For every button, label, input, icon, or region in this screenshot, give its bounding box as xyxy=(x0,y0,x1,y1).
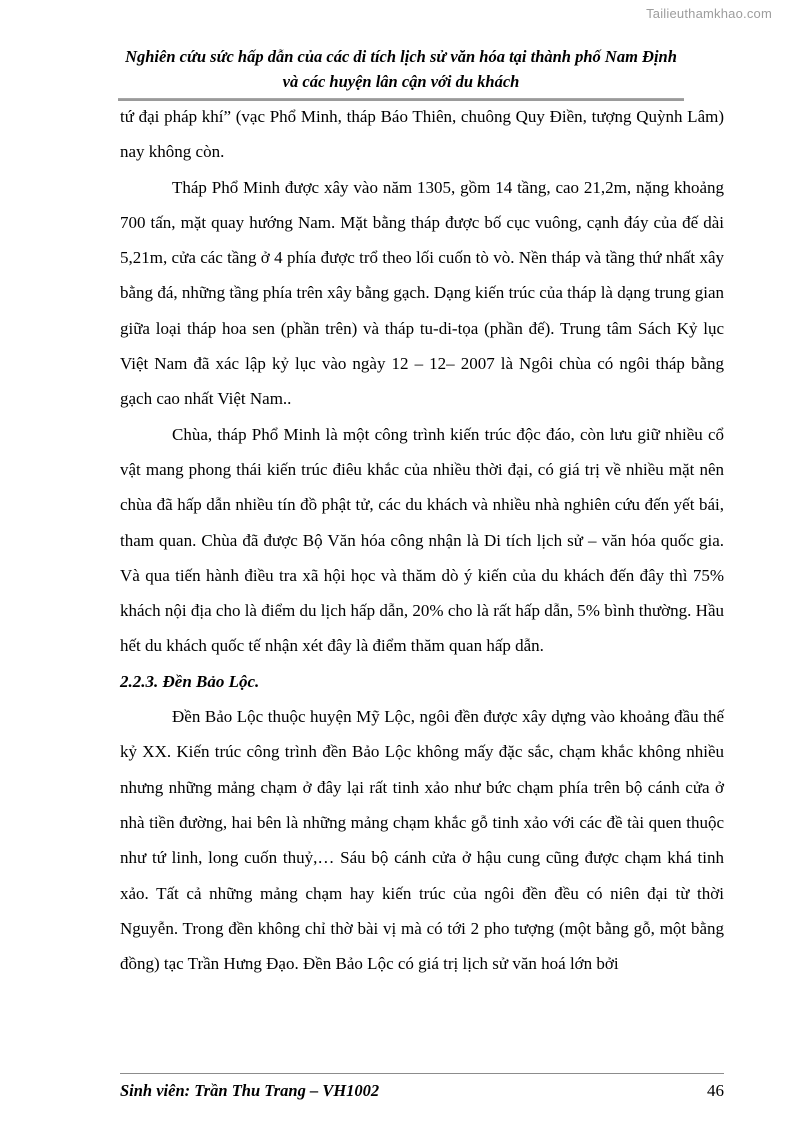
paragraph: Chùa, tháp Phổ Minh là một công trình kiến trúc độc đáo, còn lưu giữ nhiều cổ vật mang phong thái kiến trúc điêu khắc của nhiều thời đại, có giá trị về nhiều mặt nên chùa đã hấp dẫn nhiều tín đồ phật tử, các du khách và nhiều nhà nghiên cứu đến yết bái, tham quan. Chùa đã được Bộ Văn hóa công nhận là Di tích lịch sử – văn hóa quốc gia. Và qua tiến hành điều tra xã hội học và thăm dò ý kiến của du khách đến đây thì 75% khách nội địa cho là điểm du lịch hấp dẫn, 20% cho là rất hấp dẫn, 5% bình thường. Hầu hết du khách quốc tế nhận xét đây là điểm thăm quan hấp dẫn. xyxy=(120,424,724,656)
page-header xyxy=(118,44,684,101)
document-body xyxy=(120,99,724,981)
footer-author: Sinh viên: Trần Thu Trang – VH1002 xyxy=(120,1081,380,1100)
paragraph: tứ đại pháp khí” (vạc Phổ Minh, tháp Báo Thiên, chuông Quy Điền, tượng Quỳnh Lâm) nay không còn. xyxy=(120,107,724,162)
section-heading: 2.2.3. Đền Bảo Lộc. xyxy=(120,671,260,691)
paragraph: Đền Bảo Lộc thuộc huyện Mỹ Lộc, ngôi đền được xây dựng vào khoảng đầu thế kỷ XX. Kiến trúc công trình đền Bảo Lộc không mấy đặc sắc, chạm khắc không nhiều nhưng những mảng chạm ở đây lại rất tinh xảo như bức chạm phía trên bộ cánh cửa ở nhà tiền đường, hai bên là những mảng chạm khắc gỗ tinh xảo với các đề tài quen thuộc như tứ linh, long cuốn thuỷ,… Sáu bộ cánh cửa ở hậu cung cũng được chạm khá tinh xảo. Tất cả những mảng chạm hay kiến trúc của ngôi đền đều có niên đại từ thời Nguyễn. Trong đền không chỉ thờ bài vị mà có tới 2 pho tượng (một bằng gỗ, một bằng đồng) tạc Trần Hưng Đạo. Đền Bảo Lộc có giá trị lịch sử văn hoá lớn bởi xyxy=(120,707,724,974)
page-number: 46 xyxy=(707,1081,724,1100)
page-footer xyxy=(120,1073,724,1101)
paragraph: Tháp Phổ Minh được xây vào năm 1305, gồm 14 tầng, cao 21,2m, nặng khoảng 700 tấn, mặt quay hướng Nam. Mặt bằng tháp được bố cục vuông, cạnh đáy của đế dài 5,21m, cửa các tầng ở 4 phía được trổ theo lối cuốn tò vò. Nền tháp và tầng thứ nhất xây bằng đá, những tầng phía trên xây bằng gạch. Dạng kiến trúc của tháp là dạng trung gian giữa loại tháp hoa sen (phần trên) và tháp tu-di-tọa (phần đế). Trung tâm Sách Kỷ lục Việt Nam đã xác lập kỷ lục vào ngày 12 – 12– 2007 là Ngôi chùa có ngôi tháp bằng gạch cao nhất Việt Nam.. xyxy=(120,177,724,409)
header-title: Nghiên cứu sức hấp dẫn của các di tích lịch sử văn hóa tại thành phố Nam Định và các huyện lân cận với du khách xyxy=(125,47,677,91)
watermark-text: Tailieuthamkhao.com xyxy=(646,6,772,21)
footer-divider xyxy=(120,1073,724,1074)
footer-row xyxy=(120,1081,724,1101)
